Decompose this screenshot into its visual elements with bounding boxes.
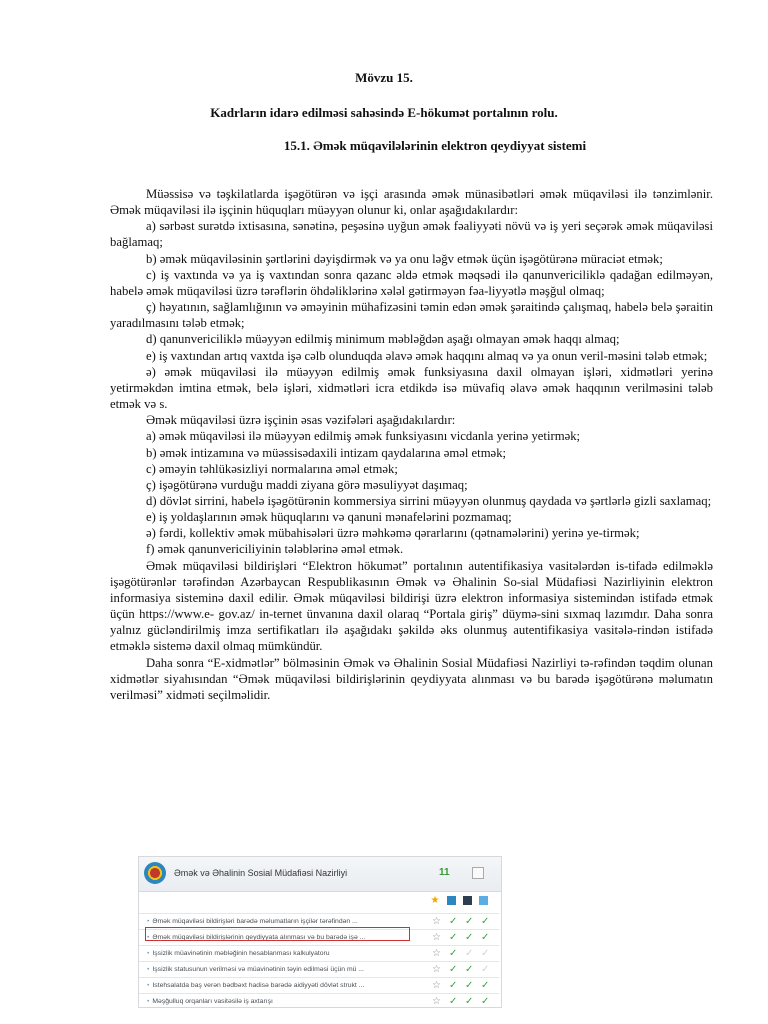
paragraph: Əmək müqaviləsi bildirişləri “Elektron hökumət” portalının autentifikasiya vasitələrdən is-tifadə edilməklə işəgötürənlər tərəfindən Azərbaycan Respublikasının Əmək və Əhalinin So-sial Müdafiəsi Nazirliyinin elektron informasiya sisteminə daxil edilir. Əmək müqaviləsi bildirişi üzrə elektron informasiya sistemindən istifadə etmək üçün https://www.e- gov.az/ in-ternet ünvanına daxil olaraq “Portala giriş” düymə-sini sıxmaq lazımdır. Daha sonra yalnız gücləndirilmiş imza sertifikatları ilə aşağıdakı şəkildə əks olunmuş autentifikasiya vasitələ-rindən istifadə etməklə sistemə daxil olmaq mümkündür.	[110, 558, 713, 654]
favorite-star-icon[interactable]: ☆	[432, 948, 441, 959]
bullet-icon: •	[147, 998, 150, 1005]
list-item: a) sərbəst surətdə ixtisasına, sənətinə, peşəsinə uyğun əmək fəaliyyəti növü və iş yeri seçərək əmək müqaviləsi bağlamaq;	[110, 219, 713, 250]
check-icon: ✓	[465, 964, 474, 975]
check-icon: ✓	[481, 932, 490, 943]
check-icon: ✓	[481, 948, 490, 959]
list-item: d) qanunvericiliklə müəyyən edilmiş minimum məbləğdən aşağı olmayan əmək haqqı almaq;	[146, 332, 620, 347]
paragraph: Müəssisə və təşkilatlarda işəgötürən və işçi arasında əmək münasibətləri əmək müqaviləsi ilə tənzimlənir. Əmək müqaviləsi ilə işçinin hüquqları müəyyən olunur ki, onlar aşağıdakılardır:	[110, 187, 713, 218]
list-item: ç) həyatının, sağlamlığının və əməyinin mühafizəsini təmin edən əmək şəraitində çalışmaq, habelə belə şəraitin yaradılmasını tələb etmək;	[110, 300, 713, 331]
service-label[interactable]: İstehsalatda baş verən bədbəxt hadisə barədə aidiyyəti dövlət strukt ...	[152, 982, 365, 989]
service-label[interactable]: Əmək müqaviləsi bildirişlərinin qeydiyyata alınması və bu barədə işə ...	[152, 934, 366, 941]
section-heading: 15.1. Əmək müqavilələrinin elektron qeydiyyat sistemi	[283, 138, 587, 153]
service-label[interactable]: İşsizlik müavinətinin məbləğinin hesablanması kalkulyatoru	[152, 950, 330, 957]
service-link[interactable]	[147, 966, 417, 973]
screenshot-header	[139, 857, 501, 892]
star-column-icon: ★	[430, 895, 440, 906]
page-title: Kadrların idarə edilməsi sahəsində E-hökumət portalının rolu.	[210, 105, 558, 120]
service-link[interactable]	[147, 918, 417, 925]
bullet-icon: •	[147, 918, 150, 925]
check-icon: ✓	[465, 932, 474, 943]
paragraph: Əmək müqaviləsi üzrə işçinin əsas vəzifələri aşağıdakılardır:	[146, 413, 456, 428]
service-label[interactable]: Məşğulluq orqanları vasitəsilə iş axtarışı	[152, 998, 273, 1005]
check-icon: ✓	[465, 996, 474, 1007]
check-icon: ✓	[465, 980, 474, 991]
list-item: ə) fərdi, kollektiv əmək mübahisələri üzrə məhkəmə qərarlarını (qətnamələrini) yerinə ye-tirmək;	[146, 526, 640, 541]
bullet-icon: •	[147, 982, 150, 989]
check-icon: ✓	[465, 948, 474, 959]
list-item: c) iş vaxtında və ya iş vaxtından sonra qazanc əldə etmək məqsədi ilə qanunvericiliklə qadağan edilməyən, habelə əmək müqaviləsi üzrə tərəflərin öhdəliklərinə xələl gətirməyən fəa-liyyətlə məşğul olmaq;	[110, 267, 713, 298]
doc-column-icon	[463, 896, 472, 905]
list-item: e) iş yoldaşlarının əmək hüquqlarını və qanuni mənafelərini pozmamaq;	[146, 510, 512, 525]
favorite-star-icon[interactable]: ☆	[432, 916, 441, 927]
service-link[interactable]	[147, 950, 417, 957]
list-item: d) dövlət sirrini, habelə işəgötürənin kommersiya sirrini müəyyən olunmuş qaydada və şərtlərlə gizli saxlamaq;	[146, 493, 712, 508]
body-text	[110, 186, 713, 703]
portal-screenshot	[138, 856, 502, 1008]
service-label[interactable]: Əmək müqaviləsi bildirişləri barədə məlumatların işçilər tərəfindən ...	[152, 918, 358, 925]
service-link[interactable]	[147, 982, 417, 989]
bullet-icon: •	[147, 966, 150, 973]
list-item: ç) işəgötürənə vurduğu maddi ziyana görə məsuliyyət daşımaq;	[146, 477, 468, 492]
highlight-box	[145, 927, 410, 941]
info-column-icon	[447, 896, 456, 905]
favorite-star-icon[interactable]: ☆	[432, 996, 441, 1007]
check-icon: ✓	[449, 932, 458, 943]
paragraph: Daha sonra “E-xidmətlər” bölməsinin Əmək və Əhalinin Sosial Müdafiəsi Nazirliyi tə-rəfindən təqdim olunan xidmətlər siyahısından “Əmək müqaviləsi bildirişlərinin qeydiyyata alınması və bu barədə işəgötürənə məlumatın verilməsi” xidməti seçilməlidir.	[110, 655, 713, 702]
check-icon: ✓	[449, 964, 458, 975]
list-item: f) əmək qanunvericiliyinin tələblərinə əməl etmək.	[146, 542, 404, 557]
favorite-star-icon[interactable]: ☆	[432, 932, 441, 943]
favorite-star-icon[interactable]: ☆	[432, 964, 441, 975]
column-icons	[139, 895, 499, 909]
service-row[interactable]	[139, 993, 499, 1008]
list-item: b) əmək intizamına və müəssisədaxili intizam qaydalarına əməl etmək;	[146, 445, 507, 460]
check-icon: ✓	[481, 980, 490, 991]
favorite-star-icon[interactable]: ☆	[432, 980, 441, 991]
list-item: ə) əmək müqaviləsi ilə müəyyən edilmiş əmək funksiyasına daxil olmayan işləri, xidmətləri yerinə yetirməkdən imtina etmək, belə işləri, xidmətləri icra etdikdə isə müvafiq əlavə əmək haqqının verilməsini tələb etmək və s.	[110, 364, 713, 412]
check-icon: ✓	[449, 996, 458, 1007]
check-icon: ✓	[481, 916, 490, 927]
bullet-icon: •	[147, 934, 150, 941]
list-item: c) əməyin təhlükəsizliyi normalarına əməl etmək;	[146, 461, 398, 476]
check-icon: ✓	[481, 996, 490, 1007]
check-icon: ✓	[449, 948, 458, 959]
ministry-title: Əmək və Əhalinin Sosial Müdafiəsi Nazirliyi	[174, 868, 348, 878]
screen-column-icon	[479, 896, 488, 905]
bullet-icon: •	[147, 950, 150, 957]
check-icon: ✓	[481, 964, 490, 975]
ministry-logo-icon	[144, 862, 166, 884]
collapse-icon[interactable]	[472, 867, 484, 879]
service-link[interactable]	[147, 998, 417, 1005]
list-item: e) iş vaxtından artıq vaxtda işə cəlb olunduqda əlavə əmək haqqını almaq və ya onun veril-məsini tələb etmək;	[146, 348, 708, 363]
check-icon: ✓	[449, 916, 458, 927]
list-item: b) əmək müqaviləsinin şərtlərini dəyişdirmək və ya onu ləğv etmək üçün işəgötürənə müraciət etmək;	[146, 251, 663, 266]
topic-heading: Mövzu 15.	[355, 70, 413, 85]
check-icon: ✓	[449, 980, 458, 991]
service-count: 11	[439, 867, 450, 878]
check-icon: ✓	[465, 916, 474, 927]
list-item: a) əmək müqaviləsi ilə müəyyən edilmiş əmək funksiyasını vicdanla yerinə yetirmək;	[146, 429, 581, 444]
service-label[interactable]: İşsizlik statusunun verilməsi və müavinətinin təyin edilməsi üçün mü ...	[152, 966, 364, 973]
